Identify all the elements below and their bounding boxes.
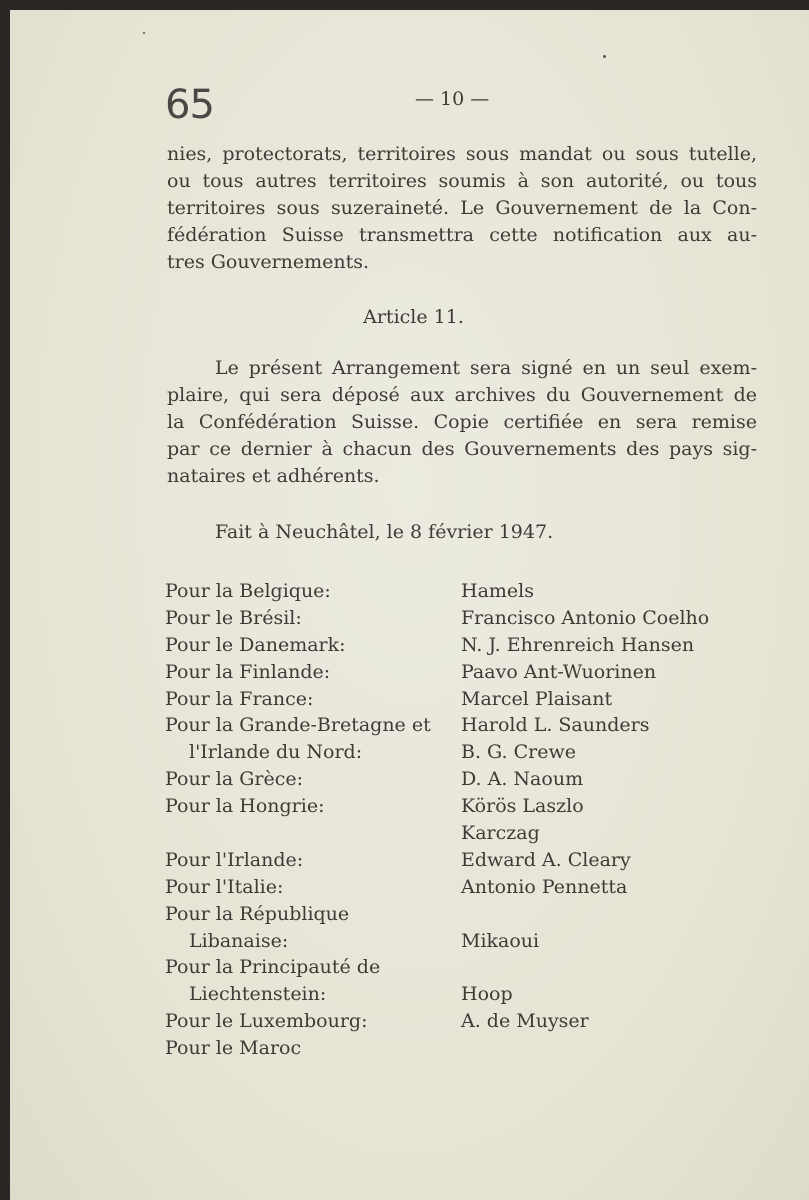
text-line: la Confédération Suisse. Copie certifiée en sera remise (167, 411, 757, 433)
country-line: Pour l'Italie: (165, 875, 284, 898)
signatory-names (461, 578, 801, 1062)
country-line: Pour la Finlande: (165, 660, 331, 683)
text-line: nies, protectorats, territoires sous mandat ou sous tutelle, (167, 143, 757, 165)
signatory-line: Mikaoui (461, 929, 540, 952)
text-line: ou tous autres territoires soumis à son autorité, ou tous (167, 170, 757, 192)
text-line: nataires et adhérents. (167, 465, 380, 487)
signatory-line: D. A. Naoum (461, 768, 584, 791)
signatory-line: Hamels (461, 580, 534, 602)
text-line: fédération Suisse transmettra cette notification aux au- (167, 224, 757, 246)
paper-speck (603, 55, 606, 58)
signatory-countries (165, 578, 465, 1062)
article-heading-text: Article 11. (363, 306, 464, 328)
signatory-line: Edward A. Cleary (461, 848, 631, 871)
article-heading (10, 306, 809, 328)
country-line: Pour la Hongrie: (165, 795, 325, 818)
text-line: par ce dernier à chacun des Gouvernements des pays sig- (167, 438, 757, 460)
signatory-line: Paavo Ant-Wuorinen (461, 660, 657, 683)
handwritten-page-number: 65 (165, 82, 214, 128)
signatory-line (461, 954, 801, 981)
country-line: l'Irlande du Nord: (189, 741, 363, 764)
country-line: Pour la République (165, 902, 350, 925)
text-line: tres Gouvernements. (167, 251, 370, 273)
signatory-line: Hoop (461, 983, 513, 1006)
text-line: territoires sous suzeraineté. Le Gouvernement de la Con- (167, 197, 757, 219)
country-line: Pour la France: (165, 687, 314, 710)
country-line: Pour le Danemark: (165, 633, 346, 656)
signatory-line (461, 901, 801, 928)
signatory-line (461, 1035, 801, 1062)
page-folio: — 10 — (415, 88, 490, 110)
signatory-line: Körös Laszlo (461, 795, 584, 818)
dateline: Fait à Neuchâtel, le 8 février 1947. (215, 521, 554, 543)
document-page (10, 10, 809, 1200)
country-line: Pour la Grande-Bretagne et (165, 714, 431, 737)
country-line: Pour la Principauté de (165, 956, 381, 979)
signatory-line: Antonio Pennetta (461, 875, 628, 898)
country-line: Pour la Belgique: (165, 580, 331, 602)
country-line: Pour le Luxembourg: (165, 1010, 368, 1033)
signatory-line: A. de Muyser (461, 1010, 589, 1033)
text-line: plaire, qui sera déposé aux archives du Gouvernement de (167, 384, 757, 406)
country-line: Pour le Brésil: (165, 606, 302, 629)
text-line: Le présent Arrangement sera signé en un seul exem- (215, 357, 757, 379)
country-line: Pour le Maroc (165, 1037, 302, 1060)
signatory-line: Francisco Antonio Coelho (461, 606, 710, 629)
country-line: Libanaise: (189, 929, 289, 952)
country-line: Liechtenstein: (189, 983, 327, 1006)
signatory-line: N. J. Ehrenreich Hansen (461, 633, 695, 656)
signatory-line: B. G. Crewe (461, 741, 576, 764)
signatory-line: Marcel Plaisant (461, 687, 613, 710)
paragraph-article-10-end (167, 141, 757, 276)
country-line: Pour la Grèce: (165, 768, 304, 791)
paper-speck (143, 32, 145, 34)
country-line (165, 820, 465, 847)
signatory-line: Karczag (461, 822, 540, 845)
country-line: Pour l'Irlande: (165, 848, 304, 871)
signatory-line: Harold L. Saunders (461, 714, 650, 737)
paragraph-article-11 (167, 355, 757, 490)
